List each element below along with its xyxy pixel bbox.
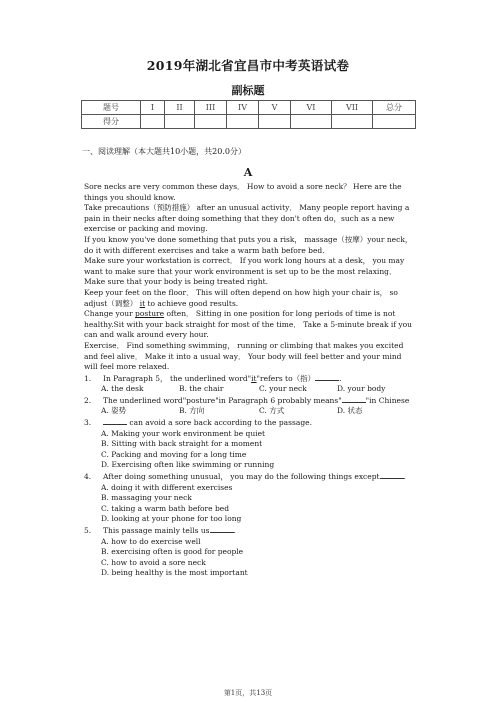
answer-blank — [315, 373, 342, 383]
option-a[interactable]: A. how to do exercise well — [101, 536, 201, 546]
score-table-header: 题号 — [82, 101, 141, 115]
question-number: 1. — [84, 373, 92, 383]
option-c[interactable]: C. how to avoid a sore neck — [101, 557, 206, 567]
score-table-header: 总分 — [373, 101, 416, 115]
score-cell — [141, 115, 165, 129]
score-table-header: II — [165, 101, 195, 115]
option-d[interactable]: D. Exercising often like swimming or running — [101, 460, 275, 470]
score-cell — [332, 115, 373, 129]
question-stem: "refers to（指） — [256, 373, 316, 383]
option-a[interactable]: A. doing it with different exercises — [101, 482, 233, 492]
score-table-score-row — [82, 115, 416, 129]
options-row — [84, 384, 416, 395]
option-c[interactable]: C. taking a warm bath before bed — [101, 503, 229, 513]
underlined-word-it: it — [139, 298, 146, 308]
question-2 — [84, 395, 416, 407]
answer-blank — [380, 471, 406, 482]
exam-subtitle: 副标题 — [231, 84, 265, 97]
question-number: 3. — [84, 418, 92, 428]
paragraph: Change your posture often． Sitting in one position for long periods of time is not healthy.Sit with your back straight for most of the time． Take a 5-minute break if you can and walk around every hour. — [84, 309, 413, 340]
option-b[interactable]: B. Sitting with back straight for a moment — [101, 439, 263, 449]
question-1 — [84, 373, 416, 385]
question-stem: . — [339, 373, 342, 383]
paragraph-text: Keep your feet on the floor． This will often depend on how high your chair is， so adjust（调整） — [84, 287, 398, 308]
option-b[interactable]: B. exercising often is good for people — [101, 547, 244, 557]
exam-title: 2019年湖北省宜昌市中考英语试卷 — [146, 58, 350, 73]
question-stem: This passage mainly tells us — [103, 526, 210, 535]
question-stem: . — [403, 472, 406, 482]
option-b[interactable]: B. 方向 — [179, 406, 205, 416]
answer-blank — [103, 417, 127, 425]
score-row-label: 得分 — [82, 115, 141, 129]
score-cell — [195, 115, 227, 129]
paragraph: Sore necks are very common these days． How to avoid a sore neck？ Here are the things you should know. — [84, 182, 402, 202]
option-d[interactable]: D. looking at your phone for too long — [101, 514, 242, 524]
answer-blank — [342, 395, 366, 403]
option-a[interactable]: A. 姿势 — [101, 406, 127, 416]
question-stem: In Paragraph 5， the underlined word" — [103, 373, 252, 383]
score-table-header: V — [259, 101, 291, 115]
option-c[interactable]: C. 方式 — [259, 406, 285, 416]
option-a[interactable]: A. Making your work environment be quiet — [101, 428, 266, 438]
option-c[interactable]: C. your neck — [259, 384, 307, 394]
paragraph: Take precautions（预防措施） after an unusual activity． Many people report having a pain in their necks after doing something that they don't often do，such as a new exercise or packing and moving. — [84, 203, 410, 234]
paragraph — [84, 288, 416, 309]
option-a[interactable]: A. the desk — [101, 384, 144, 394]
page-footer: 第1页，共13页 — [223, 689, 273, 697]
question-number: 2. — [84, 395, 92, 405]
score-table — [81, 100, 416, 129]
passage-label: A — [243, 166, 253, 179]
section-heading: 一、阅读理解（本大题共10小题，共20.0分） — [82, 147, 246, 156]
paragraph: If you know you've done something that puts you a risk， massage（按摩）your neck， do it with different exercises and take a warm bath before bed. — [84, 234, 413, 255]
option-d[interactable]: D. your body — [337, 384, 386, 394]
option-b[interactable]: B. the chair — [179, 384, 224, 394]
question-3 — [84, 417, 416, 429]
question-4 — [84, 471, 416, 483]
option-b[interactable]: B. massaging your neck — [101, 493, 192, 503]
underlined-word-it: it — [251, 373, 257, 383]
option-d[interactable]: D. 状态 — [337, 406, 363, 416]
paragraph-text: to achieve good results. — [147, 298, 239, 308]
score-cell — [227, 115, 259, 129]
answer-blank — [210, 525, 234, 533]
score-table-header: VII — [332, 101, 373, 115]
score-table-header: VI — [291, 101, 332, 115]
paragraph: Exercise． Find something swimming， running or climbing that makes you excited and feel alive． Make it into a usual way． Your body will feel better and your mind will feel more relaxed. — [84, 340, 404, 372]
question-number: 4. — [84, 472, 92, 482]
option-d[interactable]: D. being healthy is the most important — [101, 568, 248, 578]
option-c[interactable]: C. Packing and moving for a long time — [101, 449, 247, 459]
score-cell — [259, 115, 291, 129]
score-table-header: IV — [227, 101, 259, 115]
score-cell — [165, 115, 195, 129]
question-stem: "in Chinese — [365, 395, 410, 405]
score-cell — [373, 115, 416, 129]
score-cell — [291, 115, 332, 129]
question-stem: can avoid a sore back according to the passage. — [129, 418, 312, 428]
paragraph: Make sure your workstation is correct． If you work long hours at a desk， you may want to make sure that your work environment is set up to be the most relaxing． Make sure that your body is being treated right. — [84, 256, 405, 287]
question-5 — [84, 525, 416, 537]
question-number: 5. — [84, 526, 92, 535]
passage-body — [84, 182, 416, 579]
score-table-header: I — [141, 101, 165, 115]
question-stem: The underlined word"posture"in Paragraph 6 probably means" — [103, 395, 342, 405]
score-table-header-row — [82, 101, 416, 115]
underlined-word-posture: posture — [135, 309, 165, 319]
options-row — [84, 406, 416, 417]
score-table-header: III — [195, 101, 227, 115]
question-stem: . — [233, 526, 236, 535]
question-stem: After doing something unusual， you may do the following things except — [103, 472, 380, 482]
